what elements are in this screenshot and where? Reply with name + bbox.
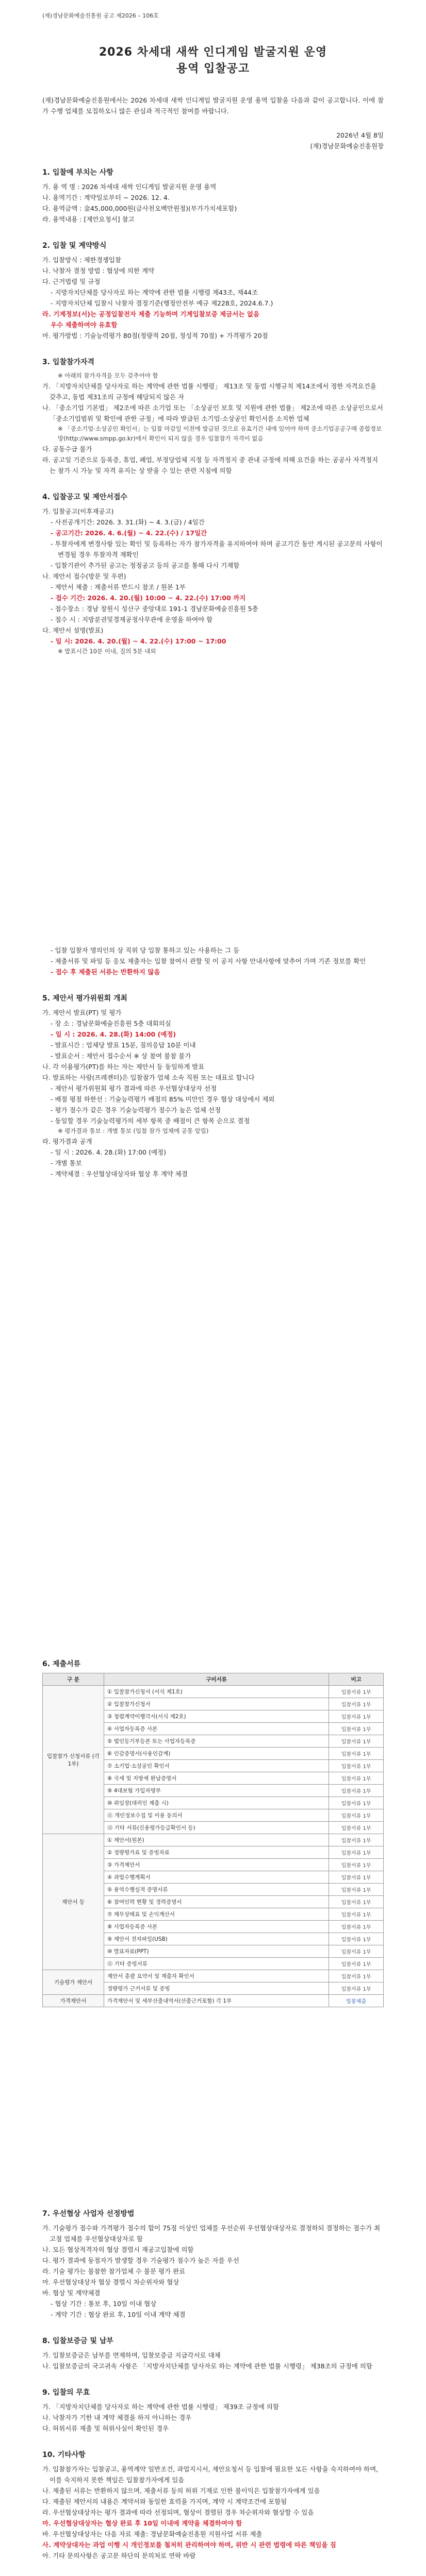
list-item: 바. 우선협상대상자는 다음 자료 제출: 경남문화예술진흥원 지원사업 서류 제출 [42,2530,263,2538]
table-category: 가격제안서 [43,1995,104,2007]
table-cell: 입찰서류 1부 [329,1710,384,1723]
list-item-highlight: - 일 시 : 2026. 4. 28.(화) 14:00 (예정) [51,1030,176,1038]
table-cell: ③ 청렴계약이행각서(서식 제2호) [104,1710,329,1723]
list-item: - 협상 기간 : 통보 후, 10일 이내 협상 [51,2300,157,2308]
list-note: ※ 발표시간 10분 이내, 질의 5분 내외 [58,648,156,655]
table-cell: ⑫ 기타 서류(신용평가등급확인서 등) [104,1822,329,1834]
section-8-heading: 8. 입찰보증금 및 납부 [42,2337,113,2345]
section-4-items [42,506,384,656]
table-cell: 입찰서류 1부 [329,1846,384,1859]
list-item: 다. 발표하는 사람(프레젠터)은 입찰참가 업체 소속 직원 또는 대표로 합니다 [42,1074,255,1081]
table-row [43,1970,384,1982]
section-7-items [42,2223,384,2320]
table-cell: 입찰서류 1부 [329,1834,384,1846]
table-cell: 정량평가 근거서류 및 증빙 [104,1982,329,1995]
table-cell: 입찰서류 1부 [329,1735,384,1748]
list-item: - 동일할 경우 기술능력평가의 세부 항목 중 배점이 큰 항목 순으로 결정 [51,1117,250,1125]
list-item: 나. 낙찰자가 기한 내 계약 체결을 하지 아니하는 경우 [42,2414,192,2421]
table-cell: 입찰서류 1부 [329,1896,384,1908]
document-number: (재)경남문화예술진흥원 공고 제2026 – 106호 [42,12,159,19]
table-cell: 입찰서류 1부 [329,1809,384,1822]
section-6-heading: 6. 제출서류 [42,1660,81,1668]
list-item: 나. 제출된 서류는 반환하지 않으며, 제출서류 등의 허위 기재로 인한 불이익은 입찰참가자에게 있음 [42,2487,320,2495]
list-item: - 일 시 : 2026. 4. 28.(화) 17:00 (예정) [51,1148,167,1156]
table-cell: 입찰서류 1부 [329,1871,384,1884]
table-category: 제안서 등 [43,1834,104,1970]
list-item: - 접수장소 : 경남 창원시 성산구 중앙대로 191-1 경남문화예술진흥원 5층 [51,605,258,613]
table-cell: 입찰서류 1부 [329,1970,384,1982]
list-item: - 사전공개기간: 2026. 3. 31.(화) ~ 4. 3.(금) / 4일간 [51,518,205,526]
list-item: 나. 「중소기업 기본법」 제2조에 따른 소기업 또는 「소상공인 보호 및 지원에 관한 법률」 제2조에 따른 소상공인으로서 「중소기업범위 및 확인에 관한 규정」에 따라 발급된 소기업·소상공인 확인서를 소지한 업체 [42,404,383,422]
section-3-heading: 3. 입찰참가자격 [42,358,95,366]
table-cell: 입찰서류 1부 [329,1822,384,1834]
list-item: 라. 용역내용 : [제안요청서] 참고 [42,215,135,223]
table-cell: 입찰서류 1부 [329,1908,384,1921]
list-item: - 계약체결 : 우선협상대상자와 협상 후 계약 체결 [51,1170,188,1178]
list-item: - 제안서 제출 : 제출서류 반드시 참조 / 원본 1부 [51,583,186,591]
section-9-heading: 9. 입찰의 무효 [42,2388,90,2397]
list-item: 가. 입찰공고(이후재공고) [42,507,114,515]
table-cell: ⑦ 소기업·소상공인 확인서 [104,1760,329,1772]
list-note: ※ 「중소기업·소상공인 확인서」는 입찰 마감일 이전에 발급된 것으로 유효기간 내에 있어야 하며 중소기업공공구매 종합정보망(http://www.smpp.go.kr)에서 확인이 되지 않을 경우 입찰참가 자격이 없음 [58,425,382,442]
table-cell: ⑧ 사업자등록증 사본 [104,1921,329,1933]
list-item: 나. 낙찰자 결정 방법 : 협상에 의한 계약 [42,267,155,275]
list-item-highlight: - 접수 기간: 2026. 4. 20.(월) 10:00 ~ 4. 22.(수) 17:00 까지 [51,594,246,602]
sign-org: (재)경남문화예술진흥원장 [310,142,384,150]
table-cell: ④ 사업자등록증 사본 [104,1723,329,1735]
table-cell: 입찰서류 1부 [329,1921,384,1933]
list-item: - 계약 기간 : 협상 완료 후, 10일 이내 계약 체결 [51,2311,186,2318]
table-cell: ⑩ 위임장(대리인 제출 시) [104,1797,329,1809]
list-item: - 지방자치단체 입찰시 낙찰자 결정기준(행정안전부 예규 제228호, 2024.6.7.) [51,299,273,307]
table-cell: 밀봉제출 [329,1995,384,2007]
table-cell: 가격제안서 및 세부산출내역서(산출근거포함) 각 1부 [104,1995,329,2007]
section-1-items [42,181,384,225]
list-item-highlight: 마. 우선협상대상자는 협상 완료 후 10일 이내에 계약을 체결하여야 함 [42,2519,242,2527]
list-item: - 입찰기관이 추가된 공고는 정정공고 등의 공고를 통해 다시 기재함 [51,562,240,569]
table-cell: 입찰서류 1부 [329,1686,384,1698]
table-cell: 입찰서류 1부 [329,1933,384,1945]
table-header: 구비서류 [104,1673,329,1686]
list-item: 가. 용 역 명 : 2026 차세대 새싹 인디게임 발굴지원 운영 용역 [42,183,217,191]
section-4b-items [42,945,384,977]
table-cell: ⑤ 용역수행실적 증명서류 [104,1884,329,1896]
list-item: - 발표시간 : 업체당 발표 15분, 질의응답 10분 이내 [51,1041,196,1049]
list-item: 나. 제안서 접수(방문 및 우편) [42,572,126,580]
table-cell: 입찰서류 1부 [329,1760,384,1772]
list-item: 라. 평가결과 공개 [42,1138,92,1145]
table-cell: 입찰서류 1부 [329,1884,384,1896]
table-cell: ⑥ 인감증명서(사용인감계) [104,1748,329,1760]
table-cell: ⑪ 기타 증빙서류 [104,1958,329,1970]
list-item: 가. 제안서 발표(PT) 및 평가 [42,1009,122,1016]
list-item: - 입찰 입찰자 명의인의 상 직위 당 입찰 통하고 있는 사용하는 그 등 [51,946,240,954]
list-item-highlight: 라. 기계정보(서)는 공정입찰전자 제출 기능하며 기계입찰보증 제금서는 없음 [42,310,259,318]
list-item: 다. 근거법령 및 규정 [42,278,101,285]
list-item-highlight: - 일 시: 2026. 4. 20.(월) ~ 4. 22.(수) 17:00 ~ 17:00 [51,637,226,645]
section-5-items [42,1007,384,1179]
table-cell: ① 제안서(원본) [104,1834,329,1846]
list-item: - 개별 통보 [51,1159,82,1167]
table-cell: ⑦ 재무상태표 및 손익계산서 [104,1908,329,1921]
table-cell: ⑨ 제안서 전자파일(USB) [104,1933,329,1945]
table-cell: 입찰서류 1부 [329,1982,384,1995]
sign-date: 2026년 4월 8일 [336,131,384,139]
list-item: 나. 모든 협상적격자의 협상 결렬시 재공고입찰에 의함 [42,2246,194,2253]
page-gap [42,656,384,945]
table-cell: ⑩ 발표자료(PPT) [104,1945,329,1958]
list-item-highlight: - 접수 후 제출된 서류는 반환하지 않음 [51,968,160,976]
list-item: 다. 평가 결과에 동점자가 발생할 경우 기술평가 점수가 높은 자를 우선 [42,2257,239,2264]
list-item: - 장 소 : 경남문화예술진흥원 5층 대회의실 [51,1020,171,1027]
table-category: 기술평가 제안서 [43,1970,104,1995]
table-cell: ④ 과업수행계획서 [104,1871,329,1884]
section-5-heading: 5. 제안서 평가위원회 개최 [42,994,127,1003]
table-cell: 입찰서류 1부 [329,1723,384,1735]
section-10-items [42,2464,384,2561]
section-2-items [42,255,384,341]
table-cell: ⑨ 4대보험 가입자명부 [104,1785,329,1797]
list-item: 라. 우선협상대상자는 평가 결과에 따라 선정되며, 협상이 결렬된 경우 차순위자와 협상할 수 있음 [42,2509,314,2516]
list-item: 다. 허위서류 제출 및 허위사실이 확인된 경우 [42,2425,169,2432]
table-cell: 제안서 총괄 요약서 및 제출자 확인서 [104,1970,329,1982]
list-item: 가. 입찰방식 : 제한경쟁입찰 [42,256,121,264]
section-9-items [42,2401,384,2434]
list-item: - 제출서류 및 파일 등 응모 제출자는 입찰 참여시 관할 및 이 공지 사항 안내사항에 맞추어 가며 기존 정보를 확인 [51,957,366,965]
section-8-items [42,2350,384,2371]
section-3-items [42,371,384,476]
list-item: 나. 입찰보증금의 국고귀속 사항은 「지방자치단체를 당사자로 하는 계약에 관한 법률 시행령」 제38조의 규정에 의함 [42,2362,372,2370]
table-cell: ③ 가격제안서 [104,1859,329,1871]
table-cell: ⑥ 참여인력 현황 및 경력증명서 [104,1896,329,1908]
table-cell: 입찰서류 1부 [329,1785,384,1797]
list-item: 라. 공고일 기준으로 등록증, 휴업, 폐업, 부정당업체 지정 등 자격정지 중 관내 규정에 의해 요건을 하는 공공사 자격정지는 참가 시 가능 및 자격 유지는 상 받을 수 있는 관련 지침에 의함 [42,456,378,474]
list-item-highlight: 우수 제출하여야 유효함 [51,321,118,329]
title-line-2: 용역 입찰공고 [176,62,250,75]
list-item: 가. 「지방자치단체를 당사자로 하는 계약에 관한 법률 시행령」 제39조 규정에 의함 [42,2403,279,2411]
list-item: 라. 기술 평가는 불참한 참가업체 수 불문 평가 완료 [42,2267,186,2275]
table-cell: 입찰서류 1부 [329,1698,384,1710]
list-item: 다. 용역금액 : 金45,000,000원(금사천오백만원정)(부가가치세포함) [42,205,237,212]
list-item: 마. 평가방법 : 기술능력평가 80점(정량적 20점, 정성적 70점) + 가격평가 20점 [42,332,268,340]
section-1-heading: 1. 입찰에 부치는 사항 [42,168,113,177]
table-category: 입찰참가 신청서류 (각 1부) [43,1686,104,1834]
documents-table [42,1673,384,2007]
table-cell: 입찰서류 1부 [329,1859,384,1871]
section-10-heading: 10. 기타사항 [42,2451,86,2459]
table-cell: 입찰서류 1부 [329,1958,384,1970]
table-cell: 입찰서류 1부 [329,1797,384,1809]
table-row [43,1834,384,1846]
list-item: 가. 「지방자치단체를 당사자로 하는 계약에 관한 법률 시행령」 제13조 및 동법 시행규칙 제14조에서 정한 자격요건을 갖추고, 동법 제31조의 규정에 해당되지 않은 자 [42,382,376,401]
table-cell: ⑧ 국세 및 지방세 완납증명서 [104,1772,329,1785]
list-item: 다. 공동수급 불가 [42,445,92,453]
table-cell: ① 입찰참가신청서 (서식 제1호) [104,1686,329,1698]
page-gap [42,1179,384,1643]
table-row [43,1686,384,1698]
list-item: - 지방자치단체를 당사자로 하는 계약에 관한 법률 시행령 제43조, 제44조 [51,289,258,296]
list-item: 다. 제안서 설명(발표) [42,626,104,634]
list-item: 바. 협상 및 계약체결 [42,2289,101,2297]
table-row [43,1995,384,2007]
page-gap [42,2007,384,2193]
section-4-heading: 4. 입찰공고 및 제안서접수 [42,493,127,501]
signature-block [42,130,384,151]
list-item: - 접수 시 : 지방분권및경제공정사무관에 운영을 하여야 함 [51,616,213,623]
list-item-highlight: 사. 계약상대자는 과업 이행 시 개인정보를 철저히 관리하여야 하며, 위반 시 관련 법령에 따른 책임을 짐 [42,2541,336,2549]
list-item: 마. 우선협상대상자 협상 결렬시 차순위자와 협상 [42,2278,179,2286]
list-item: 나. 각 이용평가(PT)를 하는 자는 제안서 등 동일하게 발표 [42,1063,205,1071]
table-cell: ② 정량평가표 및 증빙자료 [104,1846,329,1859]
list-item: - 배점 평점 하한선 : 기술능력평가 배점의 85% 미만인 경우 협상 대상에서 제외 [51,1095,275,1103]
list-item: 가. 입찰보증금은 납부를 면제하며, 입찰보증금 지급각서로 대체 [42,2351,221,2359]
table-cell: ⑤ 법인등기부등본 또는 사업자등록증 [104,1735,329,1748]
list-item: - 제안서 평가위원회 평가 결과에 따른 우선협상대상자 선정 [51,1084,217,1092]
section-7-heading: 7. 우선협상 사업자 선정방법 [42,2210,135,2218]
list-item: 가. 입찰참가자는 입찰공고, 용역계약 일반조건, 과업지시서, 제안요청서 등 입찰에 필요한 모든 사항을 숙지하여야 하며, 이를 숙지하지 못한 책임은 입찰참가자에게 있음 [42,2465,379,2484]
table-cell: ⑪ 개인정보수집 및 이용 동의서 [104,1809,329,1822]
list-item-highlight: - 공고기간: 2026. 4. 6.(월) ~ 4. 22.(수) / 17일간 [51,529,207,537]
intro-paragraph: (재)경남문화예술진흥원에서는 2026 차세대 새싹 인디게임 발굴지원 운영 용역 입찰을 다음과 같이 공고합니다. 이에 참가 수행 업체를 모집하오니 많은 관심과 적극적인 참여를 바랍니다. [42,96,384,115]
table-header: 비고 [329,1673,384,1686]
section-2-heading: 2. 입찰 및 계약방식 [42,242,107,250]
title-line-1: 2026 차세대 새싹 인디게임 발굴지원 운영 [99,46,327,59]
list-note: ※ 평가결과 통보 : 개별 통보 (입찰 참가 업체에 공통 알림) [58,1127,209,1134]
table-cell: 입찰서류 1부 [329,1945,384,1958]
list-item: - 발표순서 : 제안서 접수순서 ※ 상 참여 불참 불가 [51,1052,191,1060]
list-item: 나. 용역기간 : 계약일로부터 ~ 2026. 12. 4. [42,194,170,201]
table-cell: 입찰서류 1부 [329,1772,384,1785]
table-cell: 입찰서류 1부 [329,1748,384,1760]
list-item: 다. 제출된 제안서의 내용은 계약서와 동일한 효력을 가지며, 계약 시 계약조건에 포함됨 [42,2498,287,2505]
table-cell: ② 입찰참가신청서 [104,1698,329,1710]
list-item: - 평가 점수가 같은 경우 기술능력평가 점수가 높은 업체 선정 [51,1106,221,1114]
list-item: 아. 기타 문의사항은 공고문 하단의 문의처로 연락 바람 [42,2552,196,2560]
table-header: 구 분 [43,1673,104,1686]
list-note: ※ 아래의 참가자격을 모두 갖추어야 함 [58,372,158,379]
list-item: - 투찰자에게 변경사항 있는 확인 및 등록하는 자가 참가자격을 유지하여야 하며 공고기간 동안 게시된 공고문의 사항이 변경될 경우 투찰자격 재확인 [51,540,383,558]
list-item: 가. 기술평가 점수와 가격평가 점수의 합이 75점 이상인 업체를 우선순위 우선협상대상자로 결정하되 결정하는 점수가 최고점 업체를 우선협상대상자로 함 [42,2224,381,2243]
title-block [0,44,426,77]
